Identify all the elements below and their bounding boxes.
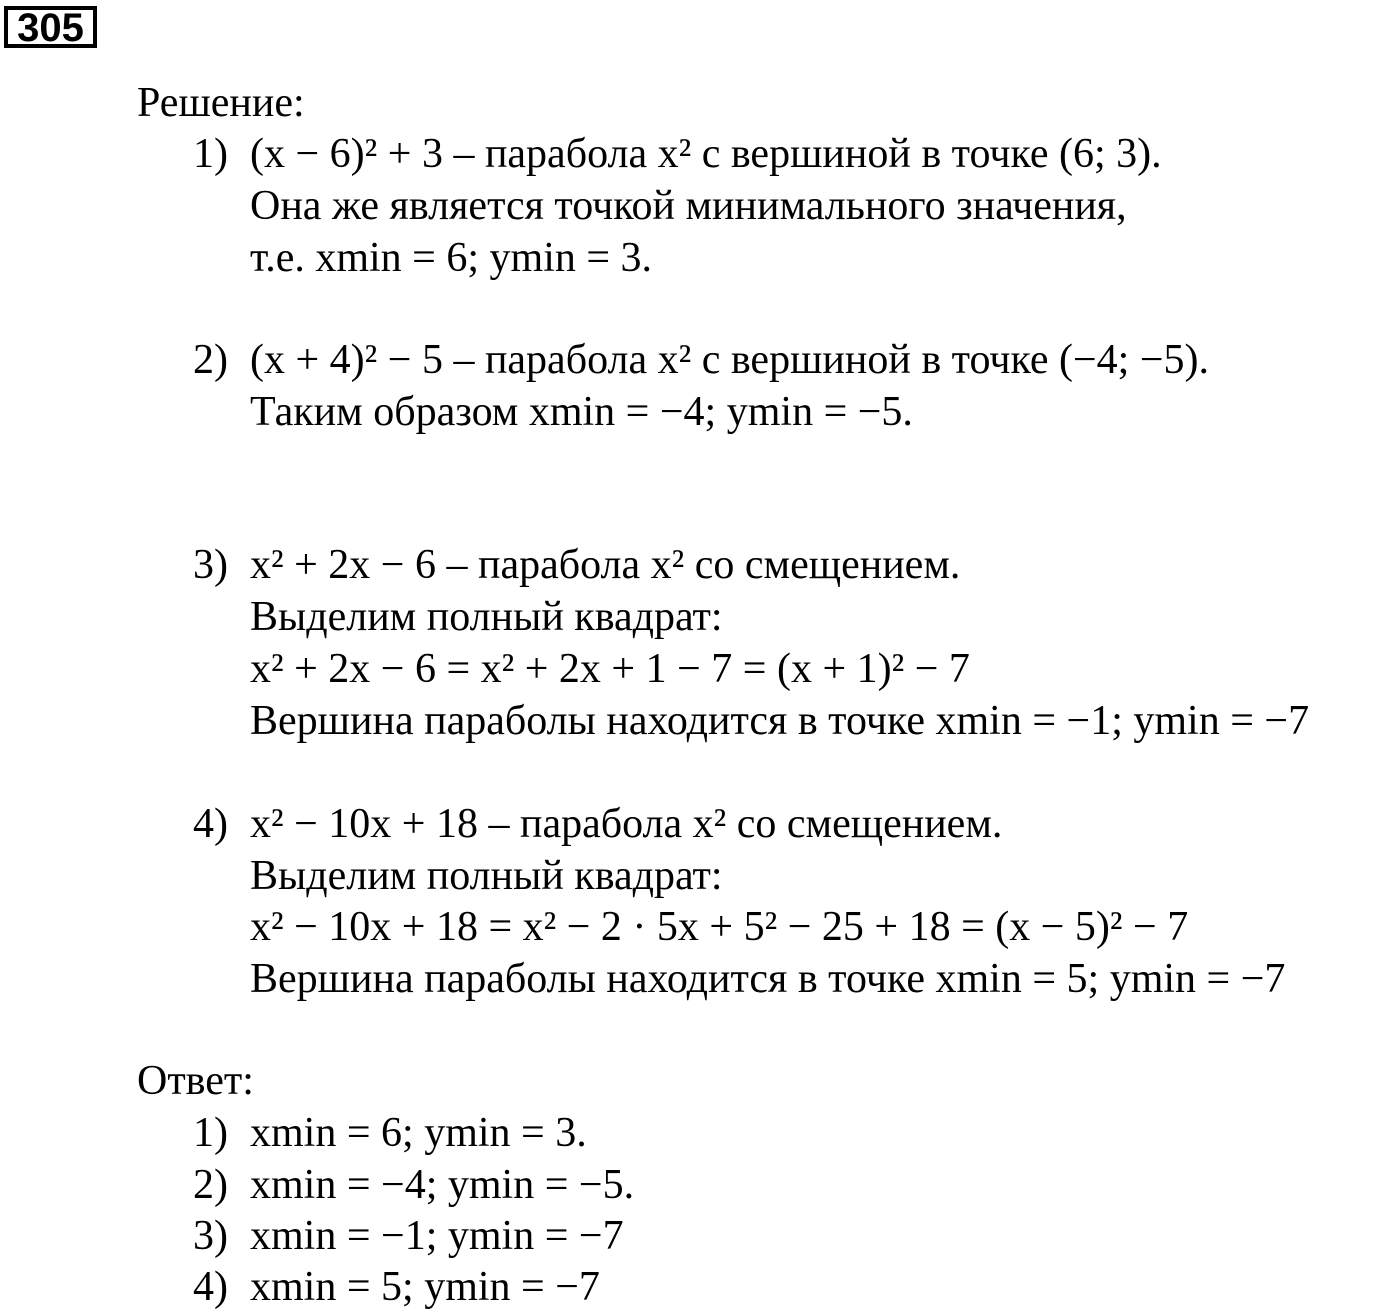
item-1-marker: 1) [193,131,228,177]
answer-3-marker: 3) [193,1213,228,1259]
answer-4-text: xmin = 5; ymin = −7 [250,1264,600,1310]
answer-1-marker: 1) [193,1110,228,1156]
answer-4-marker: 4) [193,1264,228,1310]
item-3-marker: 3) [193,542,228,588]
item-3-line-2: Выделим полный квадрат: [250,594,723,640]
problem-number: 305 [4,6,97,48]
answer-2-marker: 2) [193,1162,228,1208]
item-2-line-1: (x + 4)² − 5 – парабола x² с вершиной в точке (−4; −5). [250,337,1210,383]
item-3-line-3: x² + 2x − 6 = x² + 2x + 1 − 7 = (x + 1)² − 7 [250,646,970,692]
answer-1-text: xmin = 6; ymin = 3. [250,1110,587,1156]
item-1-line-3: т.е. xmin = 6; ymin = 3. [250,235,653,281]
answer-2-text: xmin = −4; ymin = −5. [250,1162,635,1208]
item-3-line-4: Вершина параболы находится в точке xmin = −1; ymin = −7 [250,698,1310,744]
item-1-line-1: (x − 6)² + 3 – парабола x² с вершиной в точке (6; 3). [250,131,1162,177]
item-4-line-3: x² − 10x + 18 = x² − 2 · 5x + 5² − 25 + 18 = (x − 5)² − 7 [250,904,1189,950]
answer-3-text: xmin = −1; ymin = −7 [250,1213,624,1259]
item-3-line-1: x² + 2x − 6 – парабола x² со смещением. [250,542,961,588]
item-2-marker: 2) [193,337,228,383]
item-2-line-2: Таким образом xmin = −4; ymin = −5. [250,389,913,435]
answer-heading: Ответ: [137,1058,254,1104]
item-1-line-2: Она же является точкой минимального значения, [250,183,1127,229]
item-4-line-1: x² − 10x + 18 – парабола x² со смещением. [250,801,1003,847]
item-4-marker: 4) [193,801,228,847]
item-4-line-4: Вершина параболы находится в точке xmin = 5; ymin = −7 [250,956,1286,1002]
solution-heading: Решение: [137,80,305,126]
item-4-line-2: Выделим полный квадрат: [250,853,723,899]
